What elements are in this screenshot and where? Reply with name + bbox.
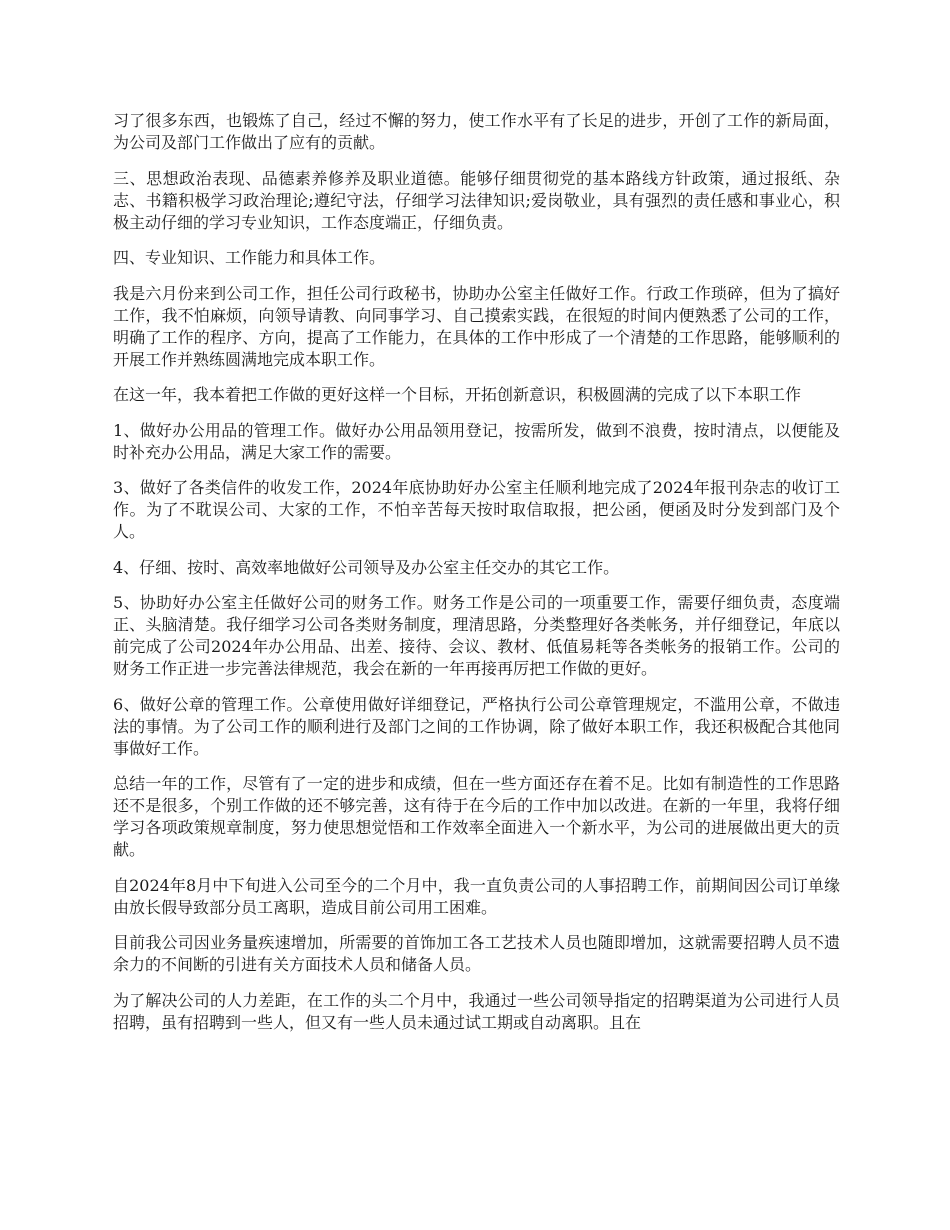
paragraph-6: 1、做好办公用品的管理工作。做好办公用品领用登记，按需所发，做到不浪费，按时清点，以便能及时补充办公用品，满足大家工作的需要。	[113, 420, 840, 462]
paragraph-2: 三、思想政治表现、品德素养修养及职业道德。能够仔细贯彻党的基本路线方针政策，通过报纸、杂志、书籍积极学习政治理论;遵纪守法，仔细学习法律知识;爱岗敬业，具有强烈的责任感和事业心，积极主动仔细的学习专业知识，工作态度端正，仔细负责。	[113, 168, 840, 232]
paragraph-11: 总结一年的工作，尽管有了一定的进步和成绩，但在一些方面还存在着不足。比如有制造性的工作思路还不是很多，个别工作做的还不够完善，这有待于在今后的工作中加以改进。在新的一年里，我将仔细学习各项政策规章制度，努力使思想觉悟和工作效率全面进入一个新水平，为公司的进展做出更大的贡献。	[113, 774, 840, 859]
paragraph-8: 4、仔细、按时、高效率地做好公司领导及办公室主任交办的其它工作。	[113, 557, 620, 577]
paragraph-4: 我是六月份来到公司工作，担任公司行政秘书，协助办公室主任做好工作。行政工作琐碎，但为了搞好工作，我不怕麻烦，向领导请教、向同事学习、自己摸索实践，在很短的时间内便熟悉了公司的工作，明确了工作的程序、方向，提高了工作能力，在具体的工作中形成了一个清楚的工作思路，能够顺利的开展工作并熟练圆满地完成本职工作。	[113, 283, 840, 369]
paragraph-10: 6、做好公章的管理工作。公章使用做好详细登记，严格执行公司公章管理规定，不滥用公章，不做违法的事情。为了公司工作的顺利进行及部门之间的工作协调，除了做好本职工作，我还积极配合其他同事做好工作。	[113, 694, 840, 758]
paragraph-5: 在这一年，我本着把工作做的更好这样一个目标，开拓创新意识，积极圆满的完成了以下本职工作	[113, 385, 802, 404]
paragraph-14: 为了解决公司的人力差距，在工作的头二个月中，我通过一些公司领导指定的招聘渠道为公司进行人员招聘，虽有招聘到一些人，但又有一些人员未通过试工期或自动离职。且在	[113, 990, 840, 1032]
paragraph-3: 四、专业知识、工作能力和具体工作。	[113, 248, 386, 267]
paragraph-13: 目前我公司因业务量疾速增加，所需要的首饰加工各工艺技术人员也随即增加，这就需要招聘人员不遗余力的不间断的引进有关方面技术人员和储备人员。	[113, 933, 840, 974]
paragraph-9: 5、协助好办公室主任做好公司的财务工作。财务工作是公司的一项重要工作，需要仔细负责，态度端正、头脑清楚。我仔细学习公司各类财务制度，理清思路，分类整理好各类帐务，并仔细登记，年底以前完成了公司2024年办公用品、出差、接待、会议、教材、低值易耗等各类帐务的报销工作。公司的财务工作正进一步完善法律规范，我会在新的一年再接再厉把工作做的更好。	[113, 593, 840, 678]
paragraph-7: 3、做好了各类信件的收发工作，2024年底协助好办公室主任顺利地完成了2024年报刊杂志的收订工作。为了不耽误公司、大家的工作，不怕辛苦每天按时取信取报，把公函，便函及时分发到部门及个人。	[113, 478, 840, 541]
paragraph-12: 自2024年8月中下旬进入公司至今的二个月中，我一直负责公司的人事招聘工作，前期间因公司订单缘由放长假导致部分员工离职，造成目前公司用工困难。	[113, 875, 840, 917]
paragraph-1: 习了很多东西，也锻炼了自己，经过不懈的努力，使工作水平有了长足的进步，开创了工作的新局面，为公司及部门工作做出了应有的贡献。	[113, 111, 840, 152]
